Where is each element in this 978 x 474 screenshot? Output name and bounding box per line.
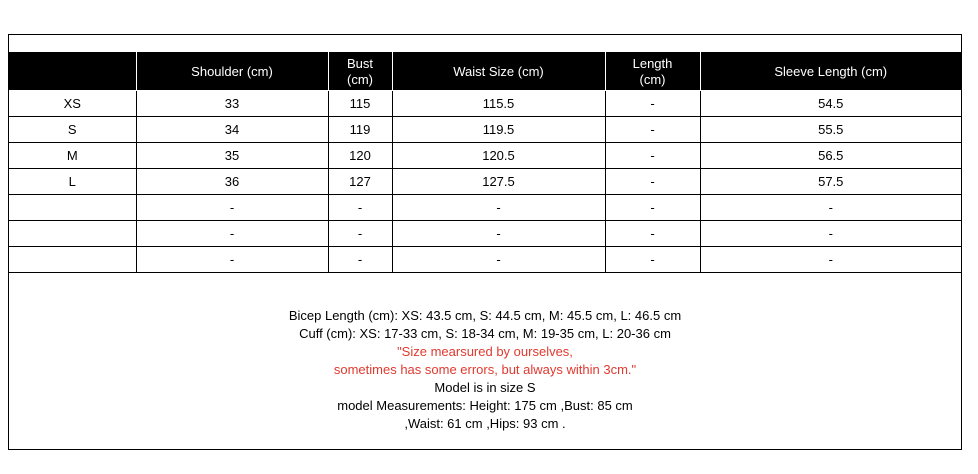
table-row (9, 195, 961, 221)
model-measurements-note-2: ,Waist: 61 cm ,Hips: 93 cm . (404, 416, 566, 431)
table-cell: XS (9, 91, 136, 117)
header-bust-unit: (cm) (347, 71, 373, 87)
table-cell: - (392, 221, 605, 247)
table-row (9, 247, 961, 273)
table-cell: - (392, 195, 605, 221)
header-waist: Waist Size (cm) (392, 53, 605, 91)
table-cell: 56.5 (700, 143, 961, 169)
table-cell (9, 247, 136, 273)
table-cell: - (605, 247, 700, 273)
table-cell: 34 (136, 117, 328, 143)
model-measurements-note: model Measurements: Height: 175 cm ,Bust: 85 cm (337, 398, 633, 413)
table-cell: - (328, 221, 392, 247)
header-bust (328, 53, 392, 91)
table-header-row (9, 53, 961, 91)
table-cell: - (328, 247, 392, 273)
size-notes (9, 307, 961, 433)
table-cell: 54.5 (700, 91, 961, 117)
header-bust-label: Bust (346, 55, 373, 71)
table-cell: 115.5 (392, 91, 605, 117)
table-cell: M (9, 143, 136, 169)
model-size-note: Model is in size S (434, 380, 536, 395)
disclaimer-line-2: sometimes has some errors, but always within 3cm." (333, 362, 637, 377)
table-cell: 119.5 (392, 117, 605, 143)
bicep-length-note: Bicep Length (cm): XS: 43.5 cm, S: 44.5 cm, M: 45.5 cm, L: 46.5 cm (288, 308, 682, 323)
table-cell: - (605, 117, 700, 143)
table-cell: - (700, 221, 961, 247)
table-cell: - (136, 221, 328, 247)
table-cell: 120.5 (392, 143, 605, 169)
table-row (9, 91, 961, 117)
table-cell: 33 (136, 91, 328, 117)
table-body (9, 91, 961, 273)
table-cell: 120 (328, 143, 392, 169)
table-cell: - (136, 195, 328, 221)
table-cell: - (605, 169, 700, 195)
table-cell: - (136, 247, 328, 273)
table-cell: - (605, 91, 700, 117)
table-cell: 119 (328, 117, 392, 143)
disclaimer-line-1: "Size mearsured by ourselves, (397, 344, 573, 359)
table-cell (9, 195, 136, 221)
table-cell: - (605, 221, 700, 247)
header-length-unit: (cm) (639, 71, 666, 87)
table-cell: 36 (136, 169, 328, 195)
header-shoulder: Shoulder (cm) (136, 53, 328, 91)
table-row (9, 143, 961, 169)
table-row (9, 117, 961, 143)
table-cell: 127.5 (392, 169, 605, 195)
table-row (9, 221, 961, 247)
table-cell: - (328, 195, 392, 221)
table-cell: - (392, 247, 605, 273)
table-cell: - (700, 247, 961, 273)
size-chart-frame (8, 34, 962, 450)
table-cell: 35 (136, 143, 328, 169)
table-cell: - (700, 195, 961, 221)
cuff-note: Cuff (cm): XS: 17-33 cm, S: 18-34 cm, M: 19-35 cm, L: 20-36 cm (299, 326, 671, 341)
table-cell: 55.5 (700, 117, 961, 143)
table-row (9, 169, 961, 195)
table-cell: - (605, 143, 700, 169)
table-cell: 115 (328, 91, 392, 117)
header-length-label: Length (632, 55, 673, 71)
table-cell: S (9, 117, 136, 143)
table-cell: 57.5 (700, 169, 961, 195)
table-cell: 127 (328, 169, 392, 195)
table-cell: L (9, 169, 136, 195)
header-size (9, 53, 136, 91)
table-cell: - (605, 195, 700, 221)
table-cell (9, 221, 136, 247)
size-table (9, 52, 961, 273)
header-sleeve-length: Sleeve Length (cm) (700, 53, 961, 91)
header-length (605, 53, 700, 91)
